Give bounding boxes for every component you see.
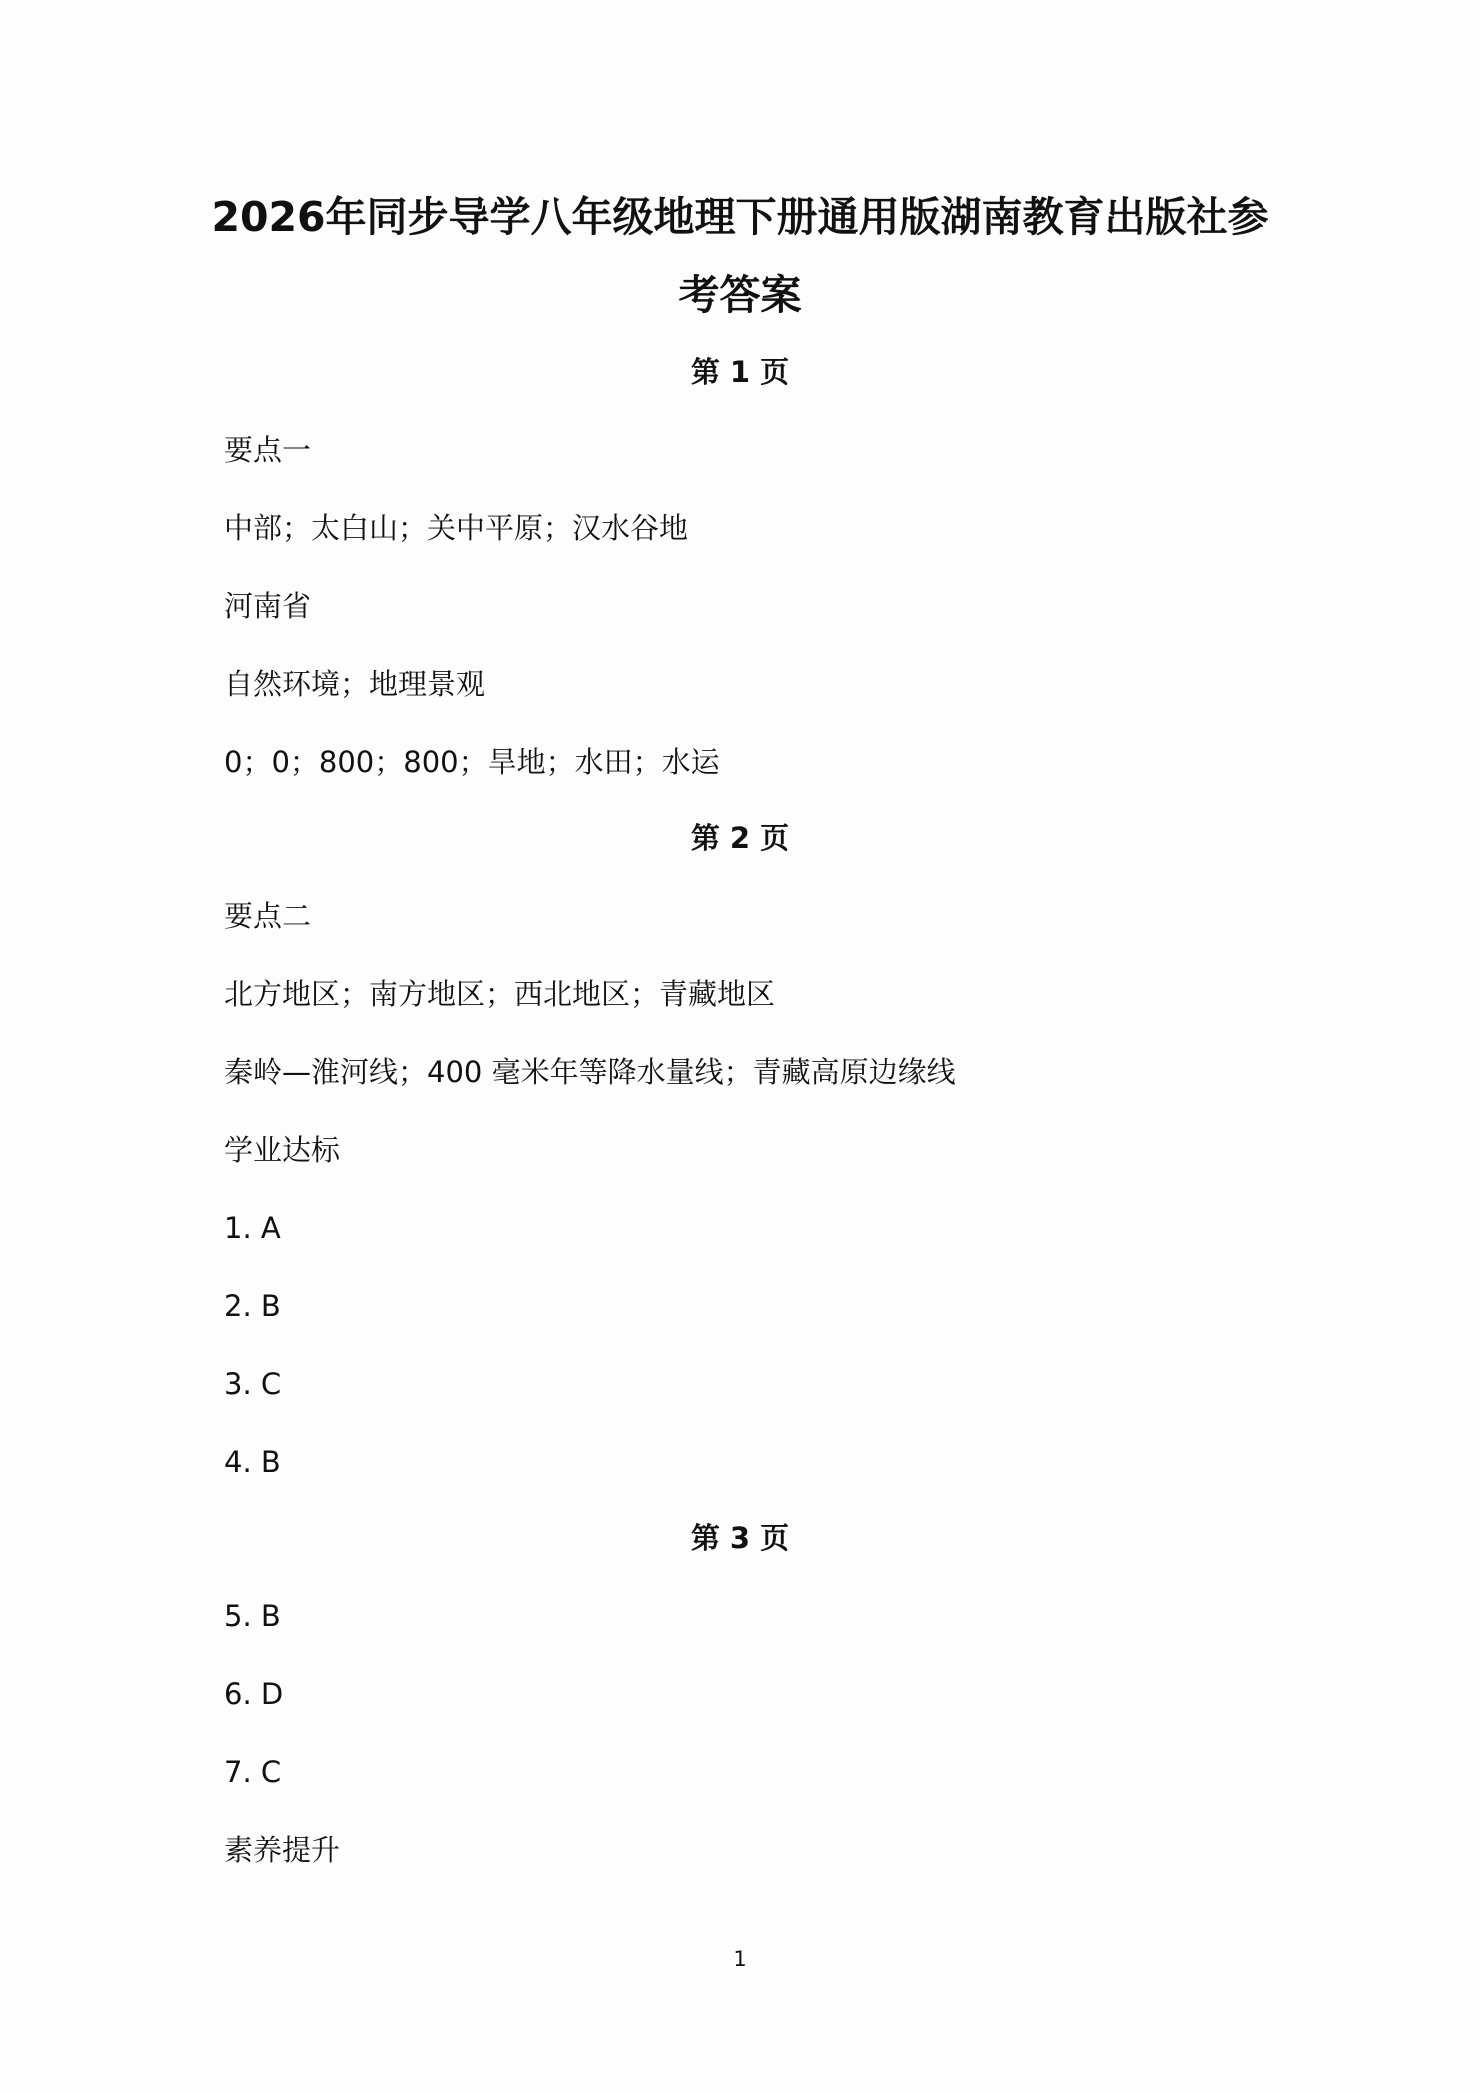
answer-line: 4. B xyxy=(224,1445,281,1479)
answer-line: 秦岭—淮河线；400 毫米年等降水量线；青藏高原边缘线 xyxy=(224,1055,956,1089)
answer-line: 5. B xyxy=(224,1599,281,1633)
answer-line: 自然环境；地理景观 xyxy=(224,667,486,701)
answer-line: 中部；太白山；关中平原；汉水谷地 xyxy=(224,511,689,545)
answer-line: 要点一 xyxy=(224,433,312,467)
answer-line: 河南省 xyxy=(224,589,312,623)
section-heading-page-1: 第 1 页 xyxy=(690,355,790,389)
answer-line: 6. D xyxy=(224,1677,284,1711)
answer-line: 学业达标 xyxy=(224,1133,341,1167)
section-heading-page-3: 第 3 页 xyxy=(690,1521,790,1555)
section-heading-page-2: 第 2 页 xyxy=(690,821,790,855)
page-number: 1 xyxy=(733,1947,747,1971)
answer-line: 1. A xyxy=(224,1211,281,1245)
answer-line: 要点二 xyxy=(224,899,312,933)
answer-line: 7. C xyxy=(224,1755,282,1789)
answer-line: 素养提升 xyxy=(224,1833,341,1867)
answer-line: 3. C xyxy=(224,1367,282,1401)
answer-line: 0；0；800；800；旱地；水田；水运 xyxy=(224,745,720,779)
answer-line: 北方地区；南方地区；西北地区；青藏地区 xyxy=(224,977,776,1011)
answer-line: 2. B xyxy=(224,1289,281,1323)
document-title-line-1: 2026年同步导学八年级地理下册通用版湖南教育出版社参 xyxy=(211,193,1269,241)
document-title-line-2: 考答案 xyxy=(678,271,802,319)
